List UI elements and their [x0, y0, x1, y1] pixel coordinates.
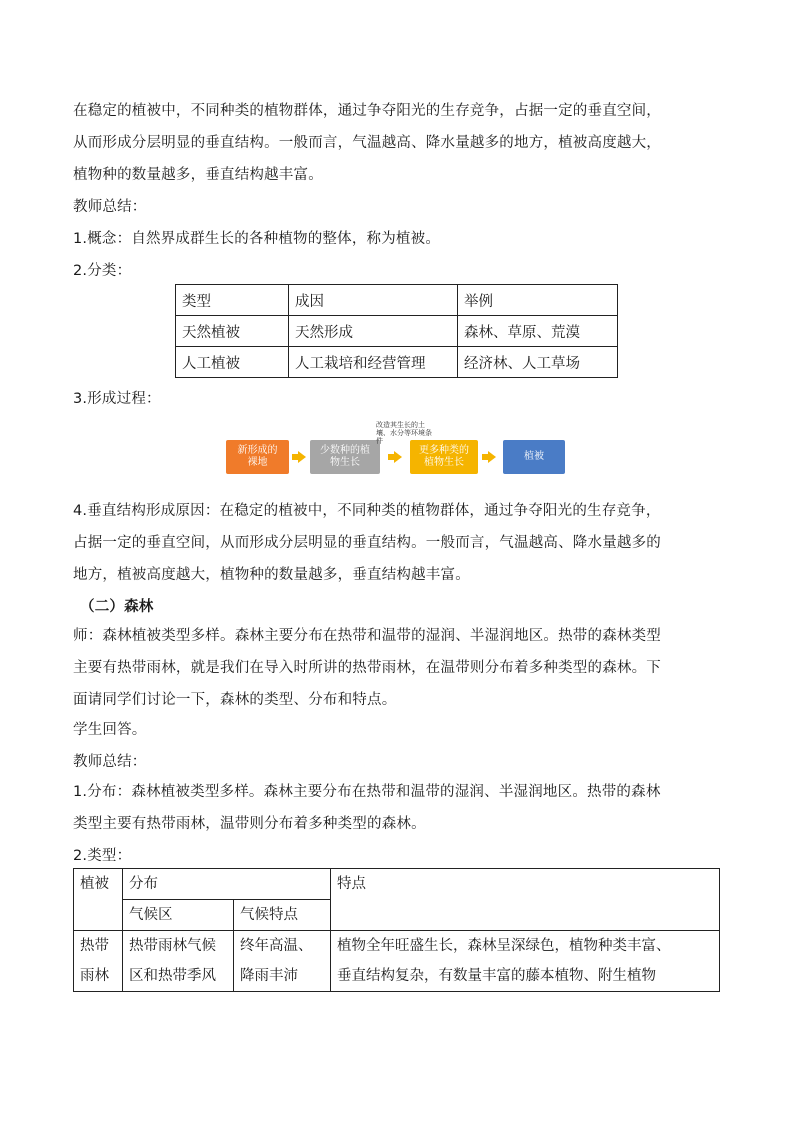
forest-types-table	[73, 868, 720, 992]
flow-box-more-species	[410, 440, 478, 474]
paragraph-line: 4.垂直结构形成原因：在稳定的植被中，不同种类的植物群体，通过争夺阳光的生存竞争，	[73, 503, 661, 519]
paragraph-line: 植物种的数量越多，垂直结构越丰富。	[73, 167, 323, 183]
table-cell: 天然植被	[176, 316, 289, 347]
paragraph-line: 主要有热带雨林，就是我们在导入时所讲的热带雨林，在温带则分布着多种类型的森林。下	[73, 660, 661, 676]
table-header-cell: 植被	[74, 869, 123, 931]
flow-box-bare-land	[226, 440, 289, 474]
flow-box-vegetation	[503, 440, 565, 474]
paragraph-line: 面请同学们讨论一下，森林的类型、分布和特点。	[73, 692, 397, 708]
section-heading-forest: （二）森林	[80, 599, 154, 615]
table-cell: 人工植被	[176, 347, 289, 378]
table-header-cell: 气候区	[123, 900, 234, 931]
table-header-row	[74, 869, 720, 900]
teacher-summary-label: 教师总结：	[73, 754, 147, 770]
table-row	[176, 316, 618, 347]
flow-box-label: 新形成的裸地	[237, 445, 278, 468]
table-cell	[331, 931, 720, 992]
flow-box-few-species	[310, 440, 380, 474]
paragraph-line: 类型主要有热带雨林，温带则分布着多种类型的森林。	[73, 816, 426, 832]
teacher-summary-label: 教师总结：	[73, 199, 147, 215]
cell-line: 区和热带季风	[129, 968, 216, 984]
concept-item: 1.概念：自然界成群生长的各种植物的整体，称为植被。	[73, 231, 441, 247]
table-header-row	[176, 285, 618, 316]
flow-box-label: 更多种类的植物生长	[419, 445, 469, 468]
table-header-cell: 举例	[458, 285, 618, 316]
student-answer: 学生回答。	[73, 722, 147, 738]
table-header-cell: 类型	[176, 285, 289, 316]
table-cell: 经济林、人工草场	[458, 347, 618, 378]
classification-label: 2.分类：	[73, 263, 132, 279]
flow-note: 改造其生长的土壤、水分等环境条件	[376, 421, 432, 445]
arrow-right-icon	[298, 451, 306, 463]
table-row	[74, 931, 720, 992]
formation-flowchart	[226, 418, 566, 482]
paragraph-line: 地方，植被高度越大，植物种的数量越多，垂直结构越丰富。	[73, 567, 470, 583]
table-cell: 人工栽培和经营管理	[289, 347, 458, 378]
cell-line: 植物全年旺盛生长，森林呈深绿色，植物种类丰富、	[337, 938, 671, 954]
table-cell	[234, 931, 331, 992]
vegetation-classification-table	[175, 284, 618, 378]
flow-box-label: 少数种的植物生长	[320, 445, 370, 468]
cell-line: 热带雨林气候	[129, 938, 216, 954]
cell-line: 终年高温、	[240, 938, 313, 954]
paragraph-line: 1.分布：森林植被类型多样。森林主要分布在热带和温带的湿润、半湿润地区。热带的森林	[73, 784, 661, 800]
paragraph-line: 在稳定的植被中，不同种类的植物群体，通过争夺阳光的生存竞争，占据一定的垂直空间，	[73, 103, 661, 119]
arrow-right-icon	[394, 451, 402, 463]
cell-line: 降雨丰沛	[240, 968, 298, 984]
table-cell	[74, 931, 123, 992]
table-cell: 天然形成	[289, 316, 458, 347]
flow-box-label: 植被	[524, 451, 544, 462]
table-header-cell: 成因	[289, 285, 458, 316]
types-label: 2.类型：	[73, 848, 132, 864]
cell-line: 垂直结构复杂，有数量丰富的藤本植物、附生植物	[337, 968, 656, 984]
cell-line: 热带	[80, 938, 109, 954]
formation-process-label: 3.形成过程：	[73, 391, 161, 407]
table-header-cell: 特点	[331, 869, 720, 931]
paragraph-line: 占据一定的垂直空间，从而形成分层明显的垂直结构。一般而言，气温越高、降水量越多的	[73, 535, 661, 551]
arrow-right-icon	[488, 451, 496, 463]
paragraph-line: 从而形成分层明显的垂直结构。一般而言，气温越高、降水量越多的地方，植被高度越大，	[73, 135, 661, 151]
paragraph-line: 师：森林植被类型多样。森林主要分布在热带和温带的湿润、半湿润地区。热带的森林类型	[73, 628, 661, 644]
table-cell	[123, 931, 234, 992]
table-cell: 森林、草原、荒漠	[458, 316, 618, 347]
table-header-cell: 分布	[123, 869, 331, 900]
table-header-cell: 气候特点	[234, 900, 331, 931]
cell-line: 雨林	[80, 968, 109, 984]
table-row	[176, 347, 618, 378]
